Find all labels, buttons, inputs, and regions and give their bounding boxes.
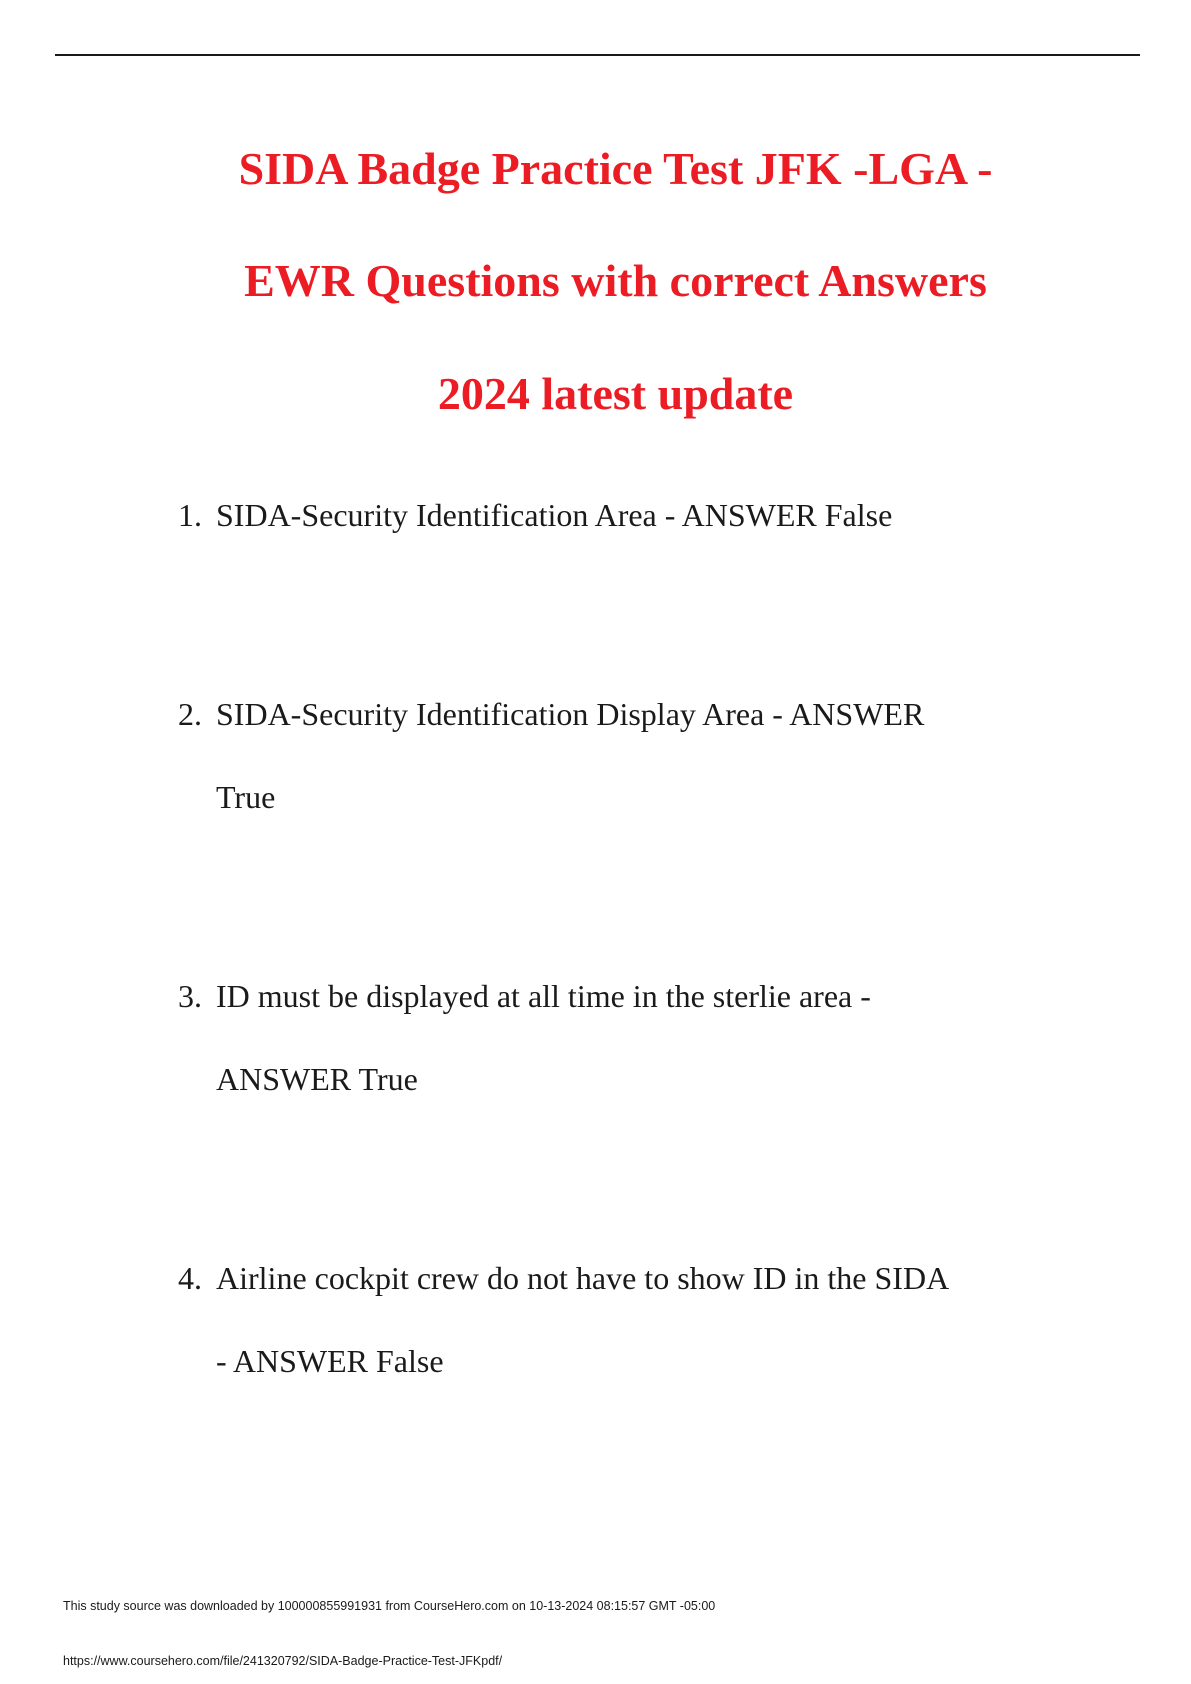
question-line-2: ANSWER True (216, 1061, 418, 1097)
title-line-1: SIDA Badge Practice Test JFK -LGA - (238, 143, 993, 194)
question-item-2 (178, 673, 1056, 839)
question-line-1: SIDA-Security Identification Area - ANSWER False (216, 497, 893, 533)
question-line-1: SIDA-Security Identification Display Area - ANSWER (216, 696, 925, 732)
question-item-4 (178, 1237, 1056, 1403)
question-text (216, 1237, 1056, 1403)
question-text (216, 474, 1056, 557)
question-text (216, 955, 1056, 1121)
top-divider (55, 54, 1140, 56)
question-number: 3. (178, 978, 202, 1014)
title-line-3: 2024 latest update (437, 368, 794, 419)
question-line-2: - ANSWER False (216, 1343, 444, 1379)
question-item-3 (178, 955, 1056, 1121)
question-item-1 (178, 474, 1056, 557)
question-number: 4. (178, 1260, 202, 1296)
question-number: 2. (178, 696, 202, 732)
question-line-1: Airline cockpit crew do not have to show ID in the SIDA (216, 1260, 950, 1296)
download-notice: This study source was downloaded by 100000855991931 from CourseHero.com on 10-13-2024 08:15:57 GMT -05:00 (63, 1599, 716, 1613)
question-line-1: ID must be displayed at all time in the sterlie area - (216, 978, 871, 1014)
question-number: 1. (178, 497, 202, 533)
source-url[interactable]: https://www.coursehero.com/file/241320792/SIDA-Badge-Practice-Test-JFKpdf/ (63, 1654, 503, 1668)
question-text (216, 673, 1056, 839)
title-line-2: EWR Questions with correct Answers (244, 255, 987, 306)
question-line-2: True (216, 779, 276, 815)
